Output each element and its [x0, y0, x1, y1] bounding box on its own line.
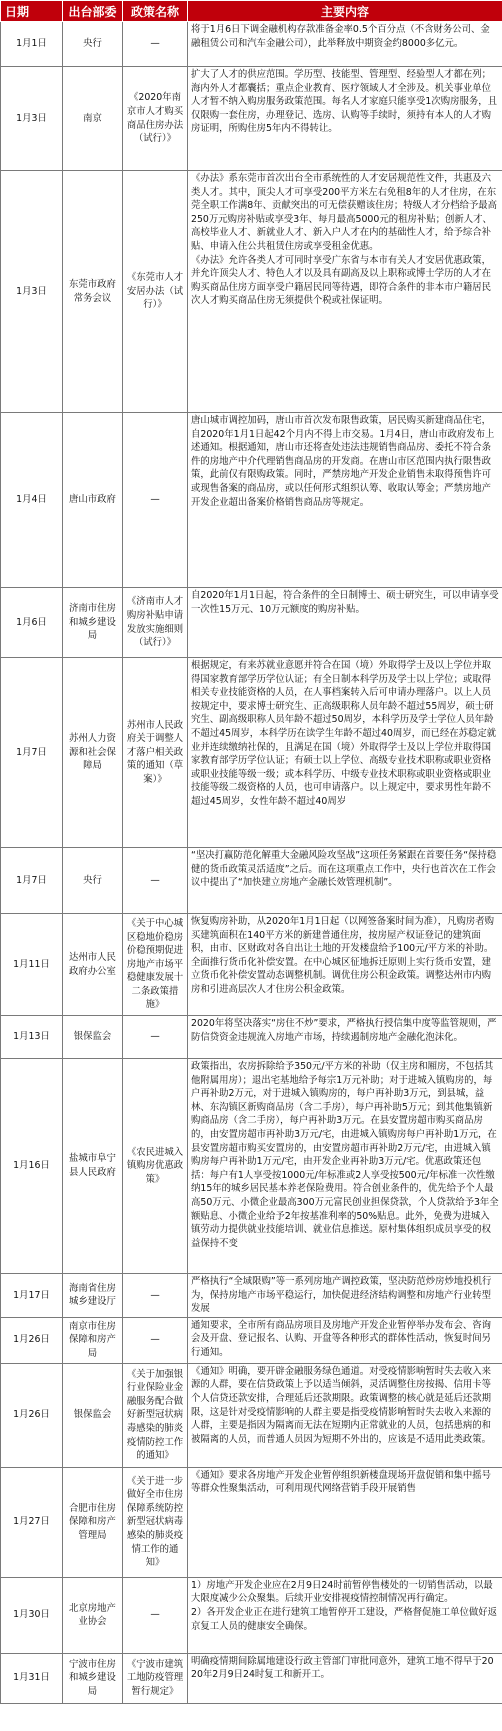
cell-dept: 东莞市政府常务会议 — [63, 171, 123, 413]
cell-date: 1月30日 — [1, 1577, 63, 1653]
content-paragraph: 将于1月6日下调金融机构存款准备金率0.5个百分点（不含财务公司、金融租赁公司和汽车金融公司），此举释放中期资金约8000多亿元。 — [191, 24, 490, 49]
cell-dept: 宁波市住房和城乡建设局 — [63, 1653, 123, 1703]
table-row — [1, 914, 502, 1016]
content-paragraph: 《办法》允许各类人才可同时享受广东省与本市有关人才安居优惠政策，并允许顶尖人才、特色人才以及具有副高及以上职称或博士学历的人才在购买商品住房方面享受户籍居民同等待遇，即符合条件的非本市户籍居民次人才购买商品住房无须提供个税或社保证明。 — [191, 254, 492, 307]
cell-policy: 《关于进一步做好全市住房保障系统防控新型冠状病毒感染的肺炎疫情工作的通知》 — [123, 1467, 188, 1577]
content-paragraph: 自2020年1月1日起，符合条件的全日制博士、硕士研究生，可以申请享受一次性15万元、10万元额度的购房补贴。 — [191, 590, 499, 615]
cell-policy: — — [123, 1577, 188, 1653]
cell-date: 1月11日 — [1, 914, 63, 1016]
cell-content — [188, 1274, 502, 1318]
header-date: 日期 — [1, 1, 63, 22]
cell-dept: 达州市人民政府办公室 — [63, 914, 123, 1016]
cell-policy: 《2020年南京市人才购买商品住房办法（试行）》 — [123, 67, 188, 171]
header-content: 主要内容 — [188, 1, 502, 22]
table-row — [1, 1467, 502, 1577]
cell-date: 1月13日 — [1, 1016, 63, 1059]
table-row — [1, 588, 502, 658]
cell-content — [188, 413, 502, 588]
table-row — [1, 67, 502, 171]
cell-policy: — — [123, 413, 188, 588]
header-row — [1, 1, 502, 22]
cell-date: 1月3日 — [1, 171, 63, 413]
cell-dept: 南京 — [63, 67, 123, 171]
cell-date: 1月17日 — [1, 1274, 63, 1318]
cell-dept: 合肥市住房保障和房产管理局 — [63, 1467, 123, 1577]
table-row — [1, 22, 502, 67]
cell-date: 1月7日 — [1, 658, 63, 848]
content-paragraph: 《办法》系东莞市首次出台全市系统性的人才安居规范性文件，共惠及六类人才。其中，顶尖人才可享受200平方米左右免租8年的人才住房，在东莞全职工作满8年、贡献突出的可无偿获赠该住房；特级人才分档给予最高250万元购房补贴或享受3年、每月最高5000元的租房补贴；创新人才、高校毕业人才、新就业人才、新入户人才在内的基础性人才，给予综合补贴、申请入住公共租赁住房或享受租金优惠。 — [191, 173, 497, 252]
cell-date: 1月6日 — [1, 588, 63, 658]
header-policy: 政策名称 — [123, 1, 188, 22]
content-paragraph: 政策指出，农房拆除给予350元/平方米的补助（仅主房和厢房，不包括其他附属用房）；退出宅基地给予每宗1万元补助；对于进城入镇购房的，每户再补助2万元，对于进城入镇购房的，每户再补助3万元，到县城，益林、东沟镇区新购商品房（含二手房），每户再补助5万元；到其他集镇新购商品房（含二手房），每户再补助3万元。在县安置房超市购买商品房的，由安置房超市再补助3万元/宅，由进城入镇购房每户再补助1万元，在县安置房超市购买安置房的，由安置房超市再补助2万元/宅，由进城入镇购房每户再补助1万元/宅，由开发企业再补助3万元/宅。优惠政策还包括：每户有1人享受按1000元/年标准或2人享受按500元/年标准一次性缴纳15年的城乡居民基本养老保险费用。符合创业条件的，优先给予个人最高50万元、小微企业最高300万元富民创业担保贷款，个人贷款给予3年全额贴息、小微企业给予2年按基准利率的50%贴息。此外，免费为进城入镇劳动力提供就业技能培训、就业信息推送。原村集体组织成员享受的权益保持不变 — [191, 1061, 499, 1249]
content-paragraph: 《通知》要求各房地产开发企业暂停组织新楼盘现场开盘促销和集中摇号等群众性聚集活动，可利用现代网络营销手段开展销售 — [191, 1469, 492, 1495]
content-paragraph: 通知要求，全市所有商品房项目及房地产开发企业暂停举办发布会、咨询会及开盘、登记报名、认购、开盘等各种形式的群体性活动，恢复时间另行通知。 — [191, 1319, 492, 1358]
cell-date: 1月16日 — [1, 1059, 63, 1274]
cell-date: 1月27日 — [1, 1467, 63, 1577]
content-paragraph: 恢复购房补助，从2020年1月1日起（以网签备案时间为准），凡购房者购买建筑面积在140平方米的新建普通住房，按房屋产权证登记的建筑面积，由市、区财政对各自出让土地的开发楼盘给予100元/平方米的补助。全面推行货币化补偿安置。在中心城区征地拆迁原则上实行货币安置，建立货币化补偿安置动态调整机制。调优住房公积金政策。调整达州市内购房和引进高层次人才住房公积金政策。 — [191, 916, 494, 995]
cell-content — [188, 1653, 502, 1703]
cell-policy: 苏州市人民政府关于调整人才落户相关政策的通知（草案）》 — [123, 658, 188, 848]
cell-dept: 央行 — [63, 848, 123, 914]
cell-content — [188, 22, 502, 67]
content-paragraph: 《通知》明确，要开辟金融服务绿色通道。对受疫情影响暂时失去收入来源的人群，要在信贷政策上予以适当倾斜，灵活调整住房按揭、信用卡等个人信贷还款安排，合理延后还款期限。政策调整的核心就是延后还款期限，这是针对受疫情影响的人群主要是指受疫情影响暂时失去收入来源的人群，主要是指因为隔离而无法在短期内正常就业的人员，包括患病的和被隔离的人员，而普通人员因为短期不外出的，应该是不适用此类政策。 — [191, 1365, 492, 1445]
cell-policy: 《关于加强银行业保险业金融服务配合做好新型冠状病毒感染的肺炎疫情防控工作的通知》 — [123, 1363, 188, 1467]
table-row — [1, 171, 502, 413]
cell-date: 1月26日 — [1, 1317, 63, 1363]
content-paragraph: “坚决打赢防范化解重大金融风险攻坚战”这项任务紧跟在首要任务“保持稳健的货币政策灵活适度”之后。而在这项重点工作中，央行也首次在工作会议中提出了“加快建立房地产金融长效管理机制”。 — [191, 850, 497, 889]
cell-dept: 济南市住房和城乡建设局 — [63, 588, 123, 658]
header-dept: 出台部委 — [63, 1, 123, 22]
cell-content — [188, 914, 502, 1016]
cell-dept: 唐山市政府 — [63, 413, 123, 588]
content-paragraph: 2）各开发企业正在进行建筑工地暂停开工建设，严格督促施工单位做好返京复工人员的健康安全确保。 — [191, 1606, 497, 1632]
cell-policy: — — [123, 1016, 188, 1059]
cell-content — [188, 658, 502, 848]
cell-dept: 苏州人力资源和社会保障局 — [63, 658, 123, 848]
cell-policy: 《宁波市建筑工地防疫管理暂行规定》 — [123, 1653, 188, 1703]
table-row — [1, 1059, 502, 1274]
cell-policy: — — [123, 22, 188, 67]
cell-content — [188, 171, 502, 413]
cell-content — [188, 588, 502, 658]
cell-dept: 盐城市阜宁县人民政府 — [63, 1059, 123, 1274]
content-paragraph: 根据规定，有来苏就业意愿并符合在国（境）外取得学士及以上学位并取得国家教育部学历学位认证；有全日制本科学历及学士以上学位；或取得相关专业技能资格的人员，在人事档案转入后可申请办理落户。以上人员按规定中，要求博士研究生、正高级职称人员年龄不超过55周岁，硕士研究生、副高级职称人员年龄不超过50周岁，本科学历及学士学位人员年龄不超过45周岁，本科学历在读学生年龄不超过40周岁，而已经在苏稳定就业并连续缴纳社保的，且满足在国（境）外取得学士及以上学位并取得国家教育部学历学位认证；有硕士以上学位、高级专业技术职称或职业资格或职业技能等级一级；或本科学历、中级专业技术职称或职业资格或职业技能等级二级资格的人员，也可申请落户。以上规定中，要求男性年龄不超过45周岁，女性年龄不超过40周岁 — [191, 660, 497, 807]
table-body — [1, 22, 502, 1704]
table-row — [1, 848, 502, 914]
cell-date: 1月1日 — [1, 22, 63, 67]
cell-date: 1月3日 — [1, 67, 63, 171]
cell-dept: 银保监会 — [63, 1363, 123, 1467]
table-row — [1, 1016, 502, 1059]
cell-date: 1月26日 — [1, 1363, 63, 1467]
table-row — [1, 413, 502, 588]
cell-content — [188, 1059, 502, 1274]
cell-policy: — — [123, 1317, 188, 1363]
cell-content — [188, 848, 502, 914]
cell-policy: 《济南市人才购房补贴申请发放实施细则（试行）》 — [123, 588, 188, 658]
content-paragraph: 1）房地产开发企业应在2月9日24时前暂停售楼处的一切销售活动，以最大限度减少公众聚集。后续开业安排视疫情控制情况再行确定。 — [191, 1579, 493, 1605]
table-row — [1, 1653, 502, 1703]
cell-content — [188, 1363, 502, 1467]
cell-dept: 海南省住房城乡建设厅 — [63, 1274, 123, 1318]
cell-content — [188, 1317, 502, 1363]
table-row — [1, 1274, 502, 1318]
table-row — [1, 1577, 502, 1653]
cell-dept: 央行 — [63, 22, 123, 67]
content-paragraph: 扩大了人才的供应范围。学历型、技能型、管理型、经验型人才都在列；海内外人才都囊括；重点企业教育、医疗领域人才全涉及。机关事业单位人才暂不纳入购房服务政策范围。每名人才家庭只能享受1次购房服务，且仅限购一套住房，办理登记、选房、认购等手续时，须持有本人的人才购房证明，所购住房5年内不得转让。 — [191, 69, 497, 135]
content-paragraph: 严格执行“全域限购”等一系列房地产调控政策，坚决防范炒房炒地投机行为，保持房地产市场平稳运行，加快促进经济结构调整和房地产行业转型发展 — [191, 1276, 492, 1315]
cell-date: 1月4日 — [1, 413, 63, 588]
table-row — [1, 1363, 502, 1467]
cell-content — [188, 1016, 502, 1059]
table-row — [1, 1317, 502, 1363]
cell-date: 1月31日 — [1, 1653, 63, 1703]
cell-dept: 银保监会 — [63, 1016, 123, 1059]
table-row — [1, 658, 502, 848]
cell-content — [188, 1577, 502, 1653]
cell-content — [188, 67, 502, 171]
cell-policy: — — [123, 848, 188, 914]
cell-dept: 北京房地产业协会 — [63, 1577, 123, 1653]
cell-date: 1月7日 — [1, 848, 63, 914]
cell-policy: 《关于中心城区稳地价稳房价稳预期促进房地产市场平稳健康发展十二条政策措施》 — [123, 914, 188, 1016]
cell-policy: 《农民进城入镇购房优惠政策》 — [123, 1059, 188, 1274]
content-paragraph: 2020年将坚决落实“房住不炒”要求，严格执行授信集中度等监管规则，严防信贷资金违规流入房地产市场，持续遏制房地产金融化泡沫化。 — [191, 1018, 497, 1043]
content-paragraph: 唐山城市调控加码，唐山市首次发布限售政策，居民购买新建商品住宅，自2020年1月1日起42个月内不得上市交易。1月4日，唐山市政府发布上述通知。根据通知，唐山市还将查处违法违规销售商品房、委托不符合条件的房地产中介代理销售商品房的开发商。在唐山市区范围内执行限售政策，此前仅有限购政策。同时，严禁房地产开发企业销售未取得预售许可或现售备案的商品房，或以任何形式组织认筹、收取认筹金；严禁房地产开发企业超出备案价格销售商品房等规定。 — [191, 415, 495, 508]
cell-content — [188, 1467, 502, 1577]
cell-policy: 《东莞市人才安居办法（试行）》 — [123, 171, 188, 413]
cell-policy: — — [123, 1274, 188, 1318]
cell-dept: 南京市住房保障和房产局 — [63, 1317, 123, 1363]
content-paragraph: 明确疫情期间除属地建设行政主管部门审批同意外，建筑工地不得早于2020年2月9日24时复工和新开工。 — [191, 1655, 494, 1681]
